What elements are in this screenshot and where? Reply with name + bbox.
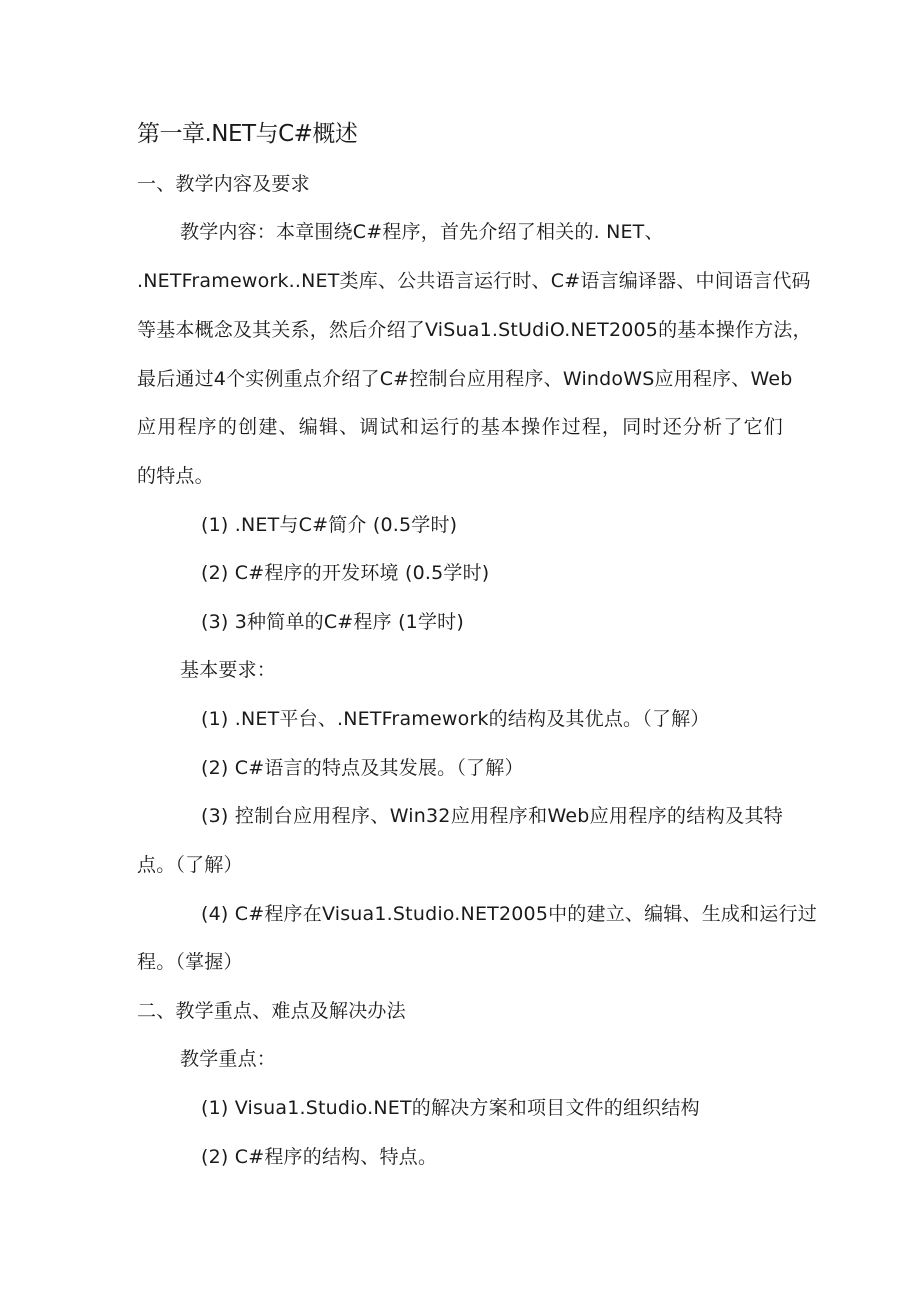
requirement-item: (4) C#程序在Visua1.Studio.NET2005中的建立、编辑、生成和运行过 — [201, 903, 817, 925]
paragraph-line: 最后通过4个实例重点介绍了C#控制台应用程序、WindoWS应用程序、Web — [137, 368, 793, 390]
paragraph-line: 等基本概念及其关系，然后介绍了ViSua1.StUdiO.NET2005的基本操作方法， — [137, 319, 812, 341]
topic-item: (2) C#程序的开发环境 (0.5学时) — [201, 562, 490, 584]
paragraph-line: 应用程序的创建、编辑、调试和运行的基本操作过程，同时还分析了它们 — [137, 416, 783, 438]
topic-item: (3) 3种简单的C#程序 (1学时) — [201, 611, 464, 633]
requirement-item-continued: 程。（掌握） — [137, 951, 243, 973]
focus-item: (1) Visua1.Studio.NET的解决方案和项目文件的组织结构 — [201, 1097, 700, 1119]
requirement-item: (3) 控制台应用程序、Win32应用程序和Web应用程序的结构及其特 — [201, 805, 783, 827]
requirement-item-continued: 点。（了解） — [137, 854, 243, 876]
requirement-item: (1) .NET平台、.NETFramework的结构及其优点。（了解） — [201, 708, 710, 730]
focus-label: 教学重点： — [180, 1048, 277, 1070]
paragraph-line: .NETFramework..NET类库、公共语言运行时、C#语言编译器、中间语言代码 — [137, 270, 811, 292]
paragraph-line: 的特点。 — [137, 465, 214, 487]
chapter-title: 第一章.NET与C#概述 — [137, 121, 358, 147]
focus-item: (2) C#程序的结构、特点。 — [201, 1146, 438, 1168]
paragraph-line: 教学内容：本章围绕C#程序，首先介绍了相关的. NET、 — [180, 221, 664, 243]
requirement-item: (2) C#语言的特点及其发展。（了解） — [201, 757, 524, 779]
requirements-label: 基本要求： — [180, 659, 277, 681]
topic-item: (1) .NET与C#简介 (0.5学时) — [201, 514, 458, 536]
section-heading-teaching-content: 一、教学内容及要求 — [137, 173, 310, 195]
section-heading-key-points: 二、教学重点、难点及解决办法 — [137, 1000, 406, 1022]
